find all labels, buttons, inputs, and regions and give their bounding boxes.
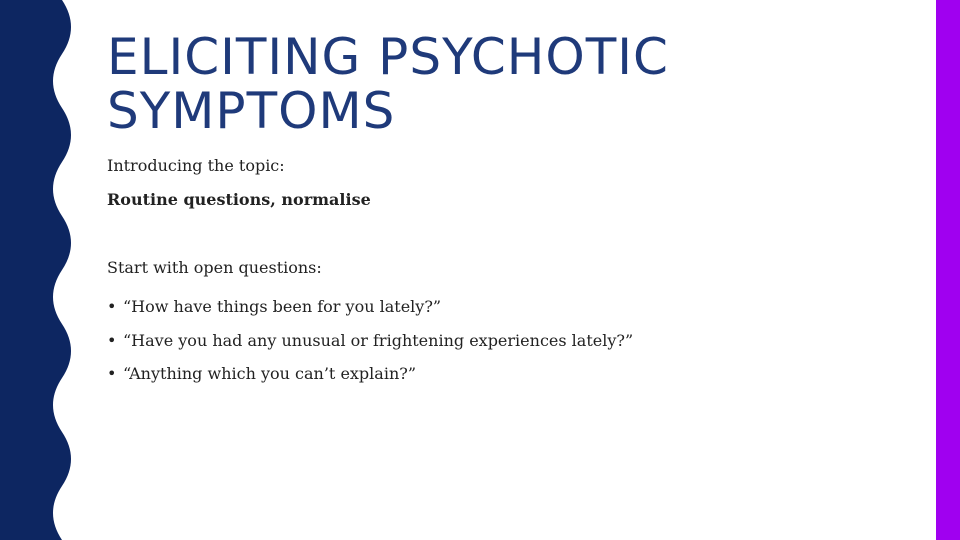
bullet-item	[107, 364, 416, 383]
bullet-text: “Anything which you can’t explain?”	[123, 364, 417, 383]
intro-label: Introducing the topic:	[107, 156, 285, 175]
bullet-icon: •	[107, 331, 117, 350]
bullet-icon: •	[107, 364, 117, 383]
bullet-icon: •	[107, 297, 117, 316]
title-line-2: SYMPTOMS	[107, 82, 396, 140]
bullet-text: “How have things been for you lately?”	[123, 297, 442, 316]
intro-text: Routine questions, normalise	[107, 190, 371, 209]
right-accent-band	[936, 0, 960, 540]
open-questions-label: Start with open questions:	[107, 258, 322, 277]
bullet-item	[107, 297, 441, 316]
slide-title	[107, 30, 907, 138]
left-wavy-band	[0, 0, 80, 540]
bullet-item	[107, 331, 633, 350]
title-line-1: ELICITING PSYCHOTIC	[107, 28, 669, 86]
bullet-text: “Have you had any unusual or frightening experiences lately?”	[123, 331, 634, 350]
